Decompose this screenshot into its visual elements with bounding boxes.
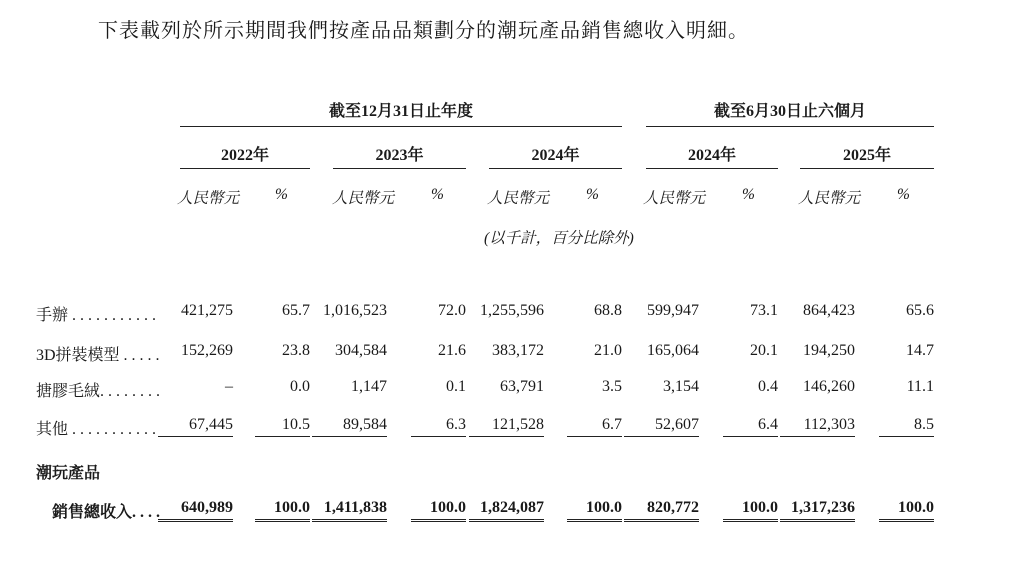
- table-cell: 63,791: [500, 378, 544, 395]
- intro-text: 下表載列於所示期間我們按產品品類劃分的潮玩產品銷售總收入明細。: [98, 20, 749, 42]
- currency-unit-label: 人民幣元: [643, 190, 706, 207]
- total-cell: 1,317,236: [780, 499, 855, 522]
- percent-unit-label: %: [742, 186, 755, 203]
- row-label: 手辦 . . . . . . . . . . .: [36, 307, 157, 324]
- total-cell: 100.0: [879, 499, 934, 522]
- table-cell: 6.4: [723, 416, 778, 437]
- table-cell: 8.5: [879, 416, 934, 437]
- table-cell: 3.5: [602, 378, 622, 395]
- unit-note: (以千計，百分比除外): [484, 230, 634, 247]
- year-header: 2022年: [220, 147, 269, 164]
- group-header-rule: [646, 126, 934, 127]
- table-cell: 10.5: [255, 416, 310, 437]
- table-cell: 67,445: [158, 416, 233, 437]
- percent-unit-label: %: [897, 186, 910, 203]
- table-cell: 23.8: [282, 342, 310, 359]
- total-cell: 100.0: [411, 499, 466, 522]
- year-header: 2023年: [375, 147, 424, 164]
- currency-unit-label: 人民幣元: [798, 190, 861, 207]
- table-cell: 146,260: [803, 378, 855, 395]
- table-cell: 21.6: [438, 342, 466, 359]
- table-cell: 65.6: [906, 302, 934, 319]
- percent-unit-label: %: [275, 186, 288, 203]
- total-cell: 100.0: [255, 499, 310, 522]
- year-header-rule: [333, 168, 466, 169]
- table-cell: 383,172: [492, 342, 544, 359]
- table-cell: 68.8: [594, 302, 622, 319]
- currency-unit-label: 人民幣元: [487, 190, 550, 207]
- group-header: 截至12月31日止年度: [328, 103, 473, 120]
- row-label: 3D拼裝模型 . . . . .: [36, 347, 160, 364]
- table-cell: 165,064: [647, 342, 699, 359]
- table-cell: 1,147: [351, 378, 387, 395]
- total-cell: 100.0: [723, 499, 778, 522]
- table-cell: 6.7: [567, 416, 622, 437]
- year-header-rule: [180, 168, 310, 169]
- table-cell: –: [225, 378, 233, 395]
- table-cell: 864,423: [803, 302, 855, 319]
- table-cell: 52,607: [624, 416, 699, 437]
- year-header-rule: [489, 168, 622, 169]
- total-cell: 1,411,838: [312, 499, 387, 522]
- table-cell: 14.7: [906, 342, 934, 359]
- table-cell: 21.0: [594, 342, 622, 359]
- table-cell: 6.3: [411, 416, 466, 437]
- currency-unit-label: 人民幣元: [332, 190, 395, 207]
- table-cell: 72.0: [438, 302, 466, 319]
- table-cell: 112,303: [780, 416, 855, 437]
- row-label: 其他 . . . . . . . . . . .: [36, 421, 157, 438]
- table-cell: 421,275: [181, 302, 233, 319]
- table-cell: 3,154: [663, 378, 699, 395]
- table-cell: 0.1: [446, 378, 466, 395]
- row-label: 搪膠毛絨. . . . . . . .: [36, 383, 161, 400]
- table-cell: 1,255,596: [480, 302, 544, 319]
- table-cell: 599,947: [647, 302, 699, 319]
- table-cell: 1,016,523: [323, 302, 387, 319]
- total-label-line1: 潮玩產品: [36, 465, 101, 482]
- table-cell: 65.7: [282, 302, 310, 319]
- total-cell: 1,824,087: [469, 499, 544, 522]
- total-cell: 100.0: [567, 499, 622, 522]
- total-cell: 820,772: [624, 499, 699, 522]
- year-header: 2025年: [842, 147, 891, 164]
- year-header: 2024年: [687, 147, 736, 164]
- table-cell: 152,269: [181, 342, 233, 359]
- table-cell: 73.1: [750, 302, 778, 319]
- table-cell: 121,528: [469, 416, 544, 437]
- table-cell: 89,584: [312, 416, 387, 437]
- table-cell: 0.4: [758, 378, 778, 395]
- year-header-rule: [646, 168, 778, 169]
- table-cell: 20.1: [750, 342, 778, 359]
- table-cell: 11.1: [906, 378, 934, 395]
- table-cell: 304,584: [335, 342, 387, 359]
- total-label-line2: 銷售總收入. . . .: [52, 504, 161, 521]
- table-cell: 0.0: [290, 378, 310, 395]
- percent-unit-label: %: [586, 186, 599, 203]
- currency-unit-label: 人民幣元: [177, 190, 240, 207]
- table-cell: 194,250: [803, 342, 855, 359]
- percent-unit-label: %: [431, 186, 444, 203]
- group-header-rule: [180, 126, 622, 127]
- year-header: 2024年: [531, 147, 580, 164]
- year-header-rule: [800, 168, 934, 169]
- group-header: 截至6月30日止六個月: [713, 103, 866, 120]
- total-cell: 640,989: [158, 499, 233, 522]
